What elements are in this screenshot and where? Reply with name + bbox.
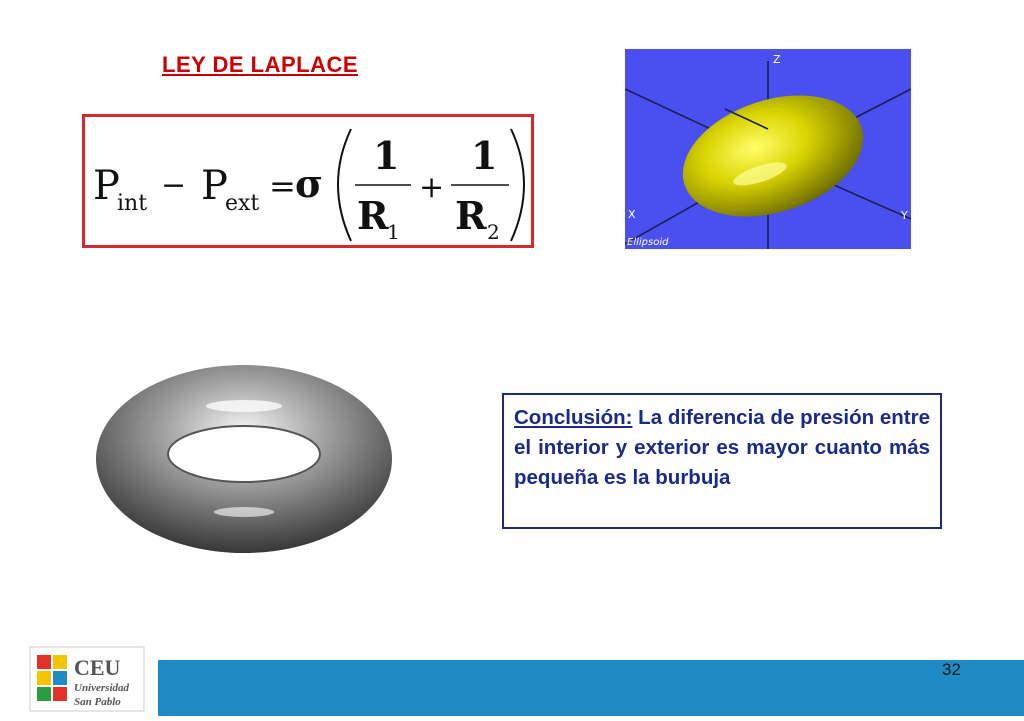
logo-line1: Universidad [74,682,129,694]
ellipsoid-caption: Ellipsoid [627,237,669,248]
plus-sign: + [419,170,445,205]
ceu-logo [0,645,158,716]
numerator-1: 1 [373,133,400,178]
axis-z-label: Z [773,53,781,66]
page-number: 32 [942,660,961,679]
logo-line2: San Pablo [74,696,121,708]
slide-title: LEY DE LAPLACE [162,52,359,77]
p-ext: P [201,163,228,209]
ellipsoid-image [625,49,911,249]
axis-y-label: Y [901,209,908,222]
p-ext-subscript: ext [225,191,260,216]
conclusion-text: La diferencia de presión entre el interior y exterior es mayor cuanto más pequeña es la burbuja [514,406,930,489]
footer-bar [158,660,1024,716]
p-int: P [93,163,120,209]
conclusion-label: Conclusión: [514,406,633,429]
conclusion-box [502,393,942,529]
right-paren [511,129,524,241]
torus-image [94,362,394,562]
equals-sign: = [269,167,296,205]
torus-shape [96,365,392,553]
torus-highlight-bottom [214,507,274,517]
minus-sign: − [161,168,187,203]
sigma-symbol: σ [295,161,324,206]
left-paren [338,129,351,241]
axis-x-label: X [628,208,636,221]
torus-highlight-top [206,400,282,412]
r1-subscript: 1 [387,220,400,244]
r2-subscript: 2 [487,220,500,244]
laplace-formula-box [82,114,534,248]
laplace-formula [85,117,537,251]
r2: R [455,193,487,238]
logo-name: CEU [74,655,121,680]
p-int-subscript: int [117,191,148,216]
numerator-2: 1 [471,133,498,178]
r1: R [357,193,389,238]
